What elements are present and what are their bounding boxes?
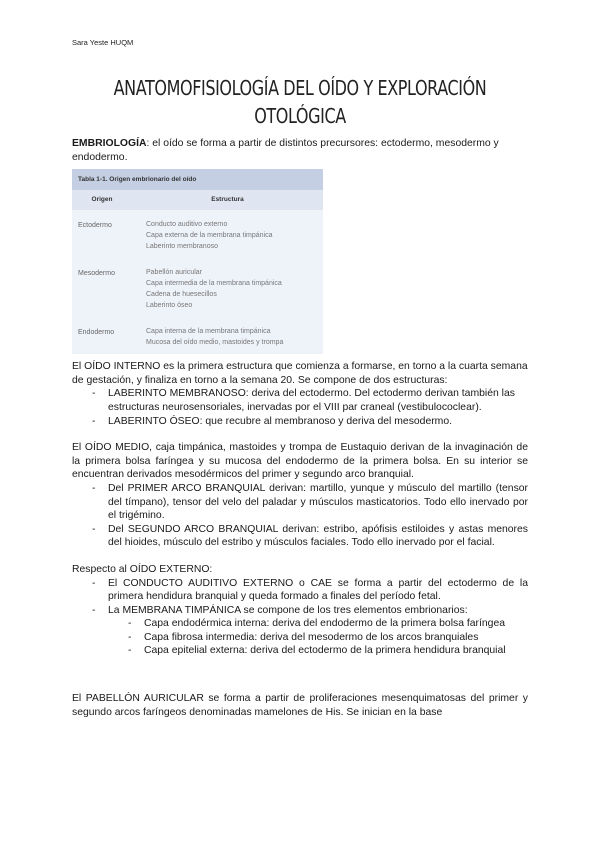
origin-table-row: [72, 317, 323, 354]
oido-medio-list: [72, 482, 528, 550]
origin-table-header: [72, 190, 323, 210]
origin-table-item: Capa externa de la membrana timpánica: [146, 232, 273, 240]
origin-table-cell-estructura: [146, 326, 323, 348]
embriologia-label: EMBRIOLOGÍA: [72, 138, 147, 149]
page-title: [108, 74, 492, 130]
origin-table-item: Conducto auditivo externo: [146, 221, 228, 229]
origin-table-item: Capa interna de la membrana timpánica: [146, 328, 271, 336]
document-body: [72, 137, 528, 719]
origin-table-row: [72, 258, 323, 317]
oido-interno-list: [72, 387, 528, 428]
list-item: [72, 604, 528, 618]
origin-table-cell-estructura: [146, 267, 323, 311]
origin-table-image: [72, 169, 323, 354]
oido-externo-intro: Respecto al OÍDO EXTERNO:: [72, 563, 213, 575]
origin-table-col-estructura: Estructura: [211, 196, 244, 204]
origin-table-item: Mucosa del oído medio, mastoides y trompa: [146, 339, 284, 347]
pabellon-paragraph: El PABELLÓN AURICULAR se forma a partir de proliferaciones mesenquimatosas del primer y segundo arcos faríngeos denominadas mamelones de His. Se inician en la base: [72, 693, 528, 718]
origin-table-cell-origen: Mesodermo: [78, 270, 115, 278]
oido-interno-intro: El OÍDO INTERNO es la primera estructura que comienza a formarse, en torno a la cuarta semana de gestación, y finaliza en torno a la semana 20. Se compone de dos estructuras:: [72, 361, 528, 386]
origin-table-item: Laberinto óseo: [146, 302, 193, 310]
page-header-author: Sara Yeste HUQM: [72, 38, 134, 47]
embriologia-paragraph: [72, 137, 528, 164]
origin-table-item: Pabellón auricular: [146, 269, 203, 277]
page-title-line-1: ANATOMOFISIOLOGÍA DEL OÍDO Y EXPLORACIÓN: [113, 76, 487, 100]
page-title-line-2: OTOLÓGICA: [254, 104, 346, 128]
origin-table-cell-origen: Ectodermo: [78, 222, 112, 230]
oido-externo-list: [72, 577, 528, 618]
list-item: - Capa epitelial externa: deriva del ectodermo de la primera hendidura branquial: [72, 644, 528, 658]
list-item: - Del SEGUNDO ARCO BRANQUIAL derivan: estribo, apófisis estiloides y astas menores del hioides, músculo del estribo y músculos faciales. Todo ello inervado por el facial.: [72, 523, 528, 550]
origin-table-cell-origen: Endodermo: [78, 329, 115, 337]
membrana-capas-list: [72, 617, 528, 658]
list-item: - Capa endodérmica interna: deriva del endodermo de la primera bolsa faríngea: [72, 617, 528, 631]
list-item: - El CONDUCTO AUDITIVO EXTERNO o CAE se forma a partir del ectodermo de la primera hendidura branquial y queda formado a finales del período fetal.: [72, 577, 528, 604]
origin-table-item: Cadena de huesecillos: [146, 291, 217, 299]
origin-table-cell-estructura: [146, 219, 323, 252]
list-item: - LABERINTO ÓSEO: que recubre al membranoso y deriva del mesodermo.: [72, 415, 528, 429]
membrana-timpanica-text: La MEMBRANA TIMPÁNICA se compone de los tres elementos embrionarios:: [108, 604, 468, 616]
origin-table-col-origen: Origen: [91, 196, 113, 204]
origin-table-row: [72, 210, 323, 258]
origin-table-title: Tabla 1-1. Origen embrionario del oído: [72, 169, 323, 190]
list-item: - Del PRIMER ARCO BRANQUIAL derivan: martillo, yunque y músculo del martillo (tensor del tímpano), tensor del velo del paladar y músculos masticatorios. Todo ello inervado por el trigémino.: [72, 482, 528, 523]
oido-medio-intro: El OÍDO MEDIO, caja timpánica, mastoides y trompa de Eustaquio derivan de la invaginación de la primera bolsa faríngea y su mucosa del endodermo de la primera bolsa. En su interior se encuentran derivados mesodérmicos del primer y segundo arco branquial.: [72, 442, 528, 481]
list-item: - Capa fibrosa intermedia: deriva del mesodermo de los arcos branquiales: [72, 631, 528, 645]
embriologia-text: : el oído se forma a partir de distintos precursores: ectodermo, mesodermo y endodermo.: [72, 138, 499, 163]
origin-table-item: Capa intermedia de la membrana timpánica: [146, 280, 282, 288]
origin-table-item: Laberinto membranoso: [146, 243, 218, 251]
list-item: - LABERINTO MEMBRANOSO: deriva del ectodermo. Del ectodermo derivan también las estructuras neurosensoriales, inervadas por el VIII par craneal (vestibulococlear).: [72, 387, 528, 414]
